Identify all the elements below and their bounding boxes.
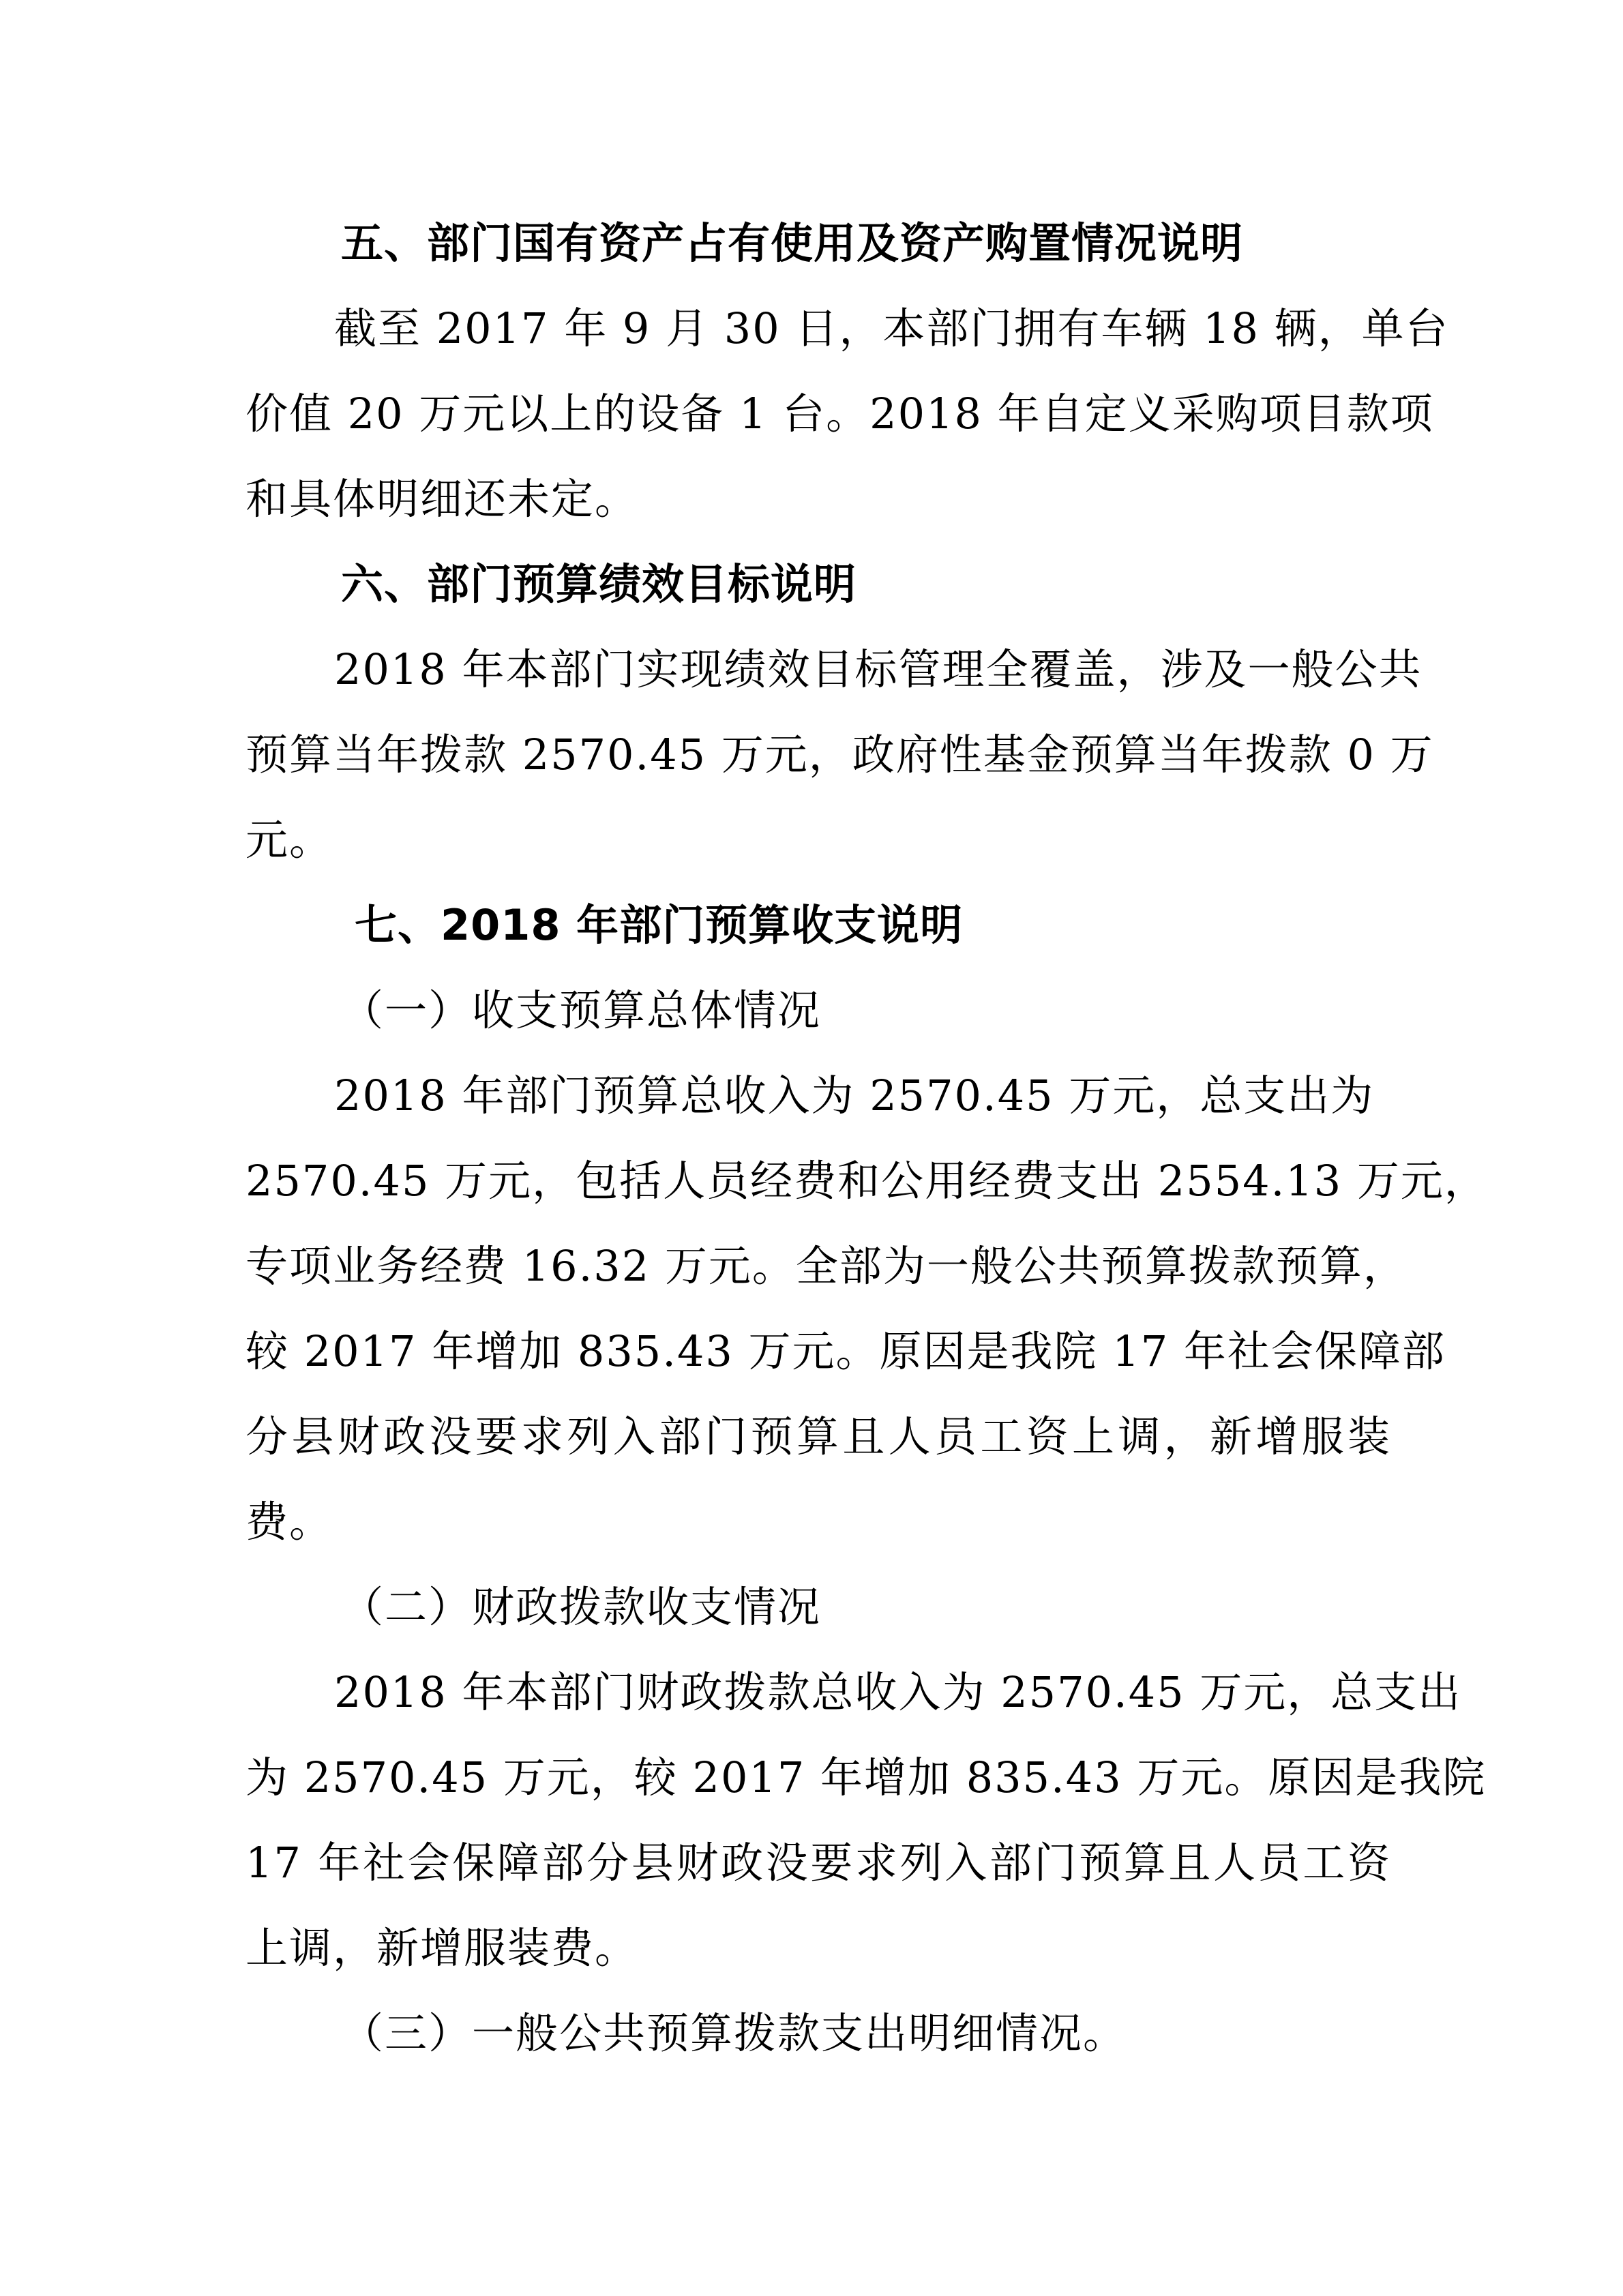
paragraph-line: 较 2017 年增加 835.43 万元。原因是我院 17 年社会保障部 xyxy=(245,1326,1446,1376)
paragraph-line: 为 2570.45 万元，较 2017 年增加 835.43 万元。原因是我院 xyxy=(245,1753,1487,1802)
paragraph-line: 价值 20 万元以上的设备 1 台。2018 年自定义采购项目款项 xyxy=(245,389,1434,438)
subsection-heading-2: （二）财政拨款收支情况 xyxy=(341,1582,822,1632)
paragraph-line: 2018 年部门预算总收入为 2570.45 万元，总支出为 xyxy=(334,1071,1375,1120)
paragraph-line: 17 年社会保障部分县财政没要求列入部门预算且人员工资 xyxy=(245,1838,1391,1888)
paragraph-line: 2018 年本部门财政拨款总收入为 2570.45 万元，总支出 xyxy=(334,1667,1462,1717)
paragraph-line: 2018 年本部门实现绩效目标管理全覆盖，涉及一般公共 xyxy=(334,644,1423,694)
paragraph-line: 截至 2017 年 9 月 30 日，本部门拥有车辆 18 辆，单台 xyxy=(334,303,1449,353)
section-heading-5: 五、部门国有资产占有使用及资产购置情况说明 xyxy=(341,218,1244,268)
section-heading-6: 六、部门预算绩效目标说明 xyxy=(341,559,857,609)
subsection-heading-3: （三）一般公共预算拨款支出明细情况。 xyxy=(341,2008,1127,2058)
paragraph-line: 上调，新增服装费。 xyxy=(245,1923,639,1973)
paragraph-line: 预算当年拨款 2570.45 万元，政府性基金预算当年拨款 0 万 xyxy=(245,730,1434,779)
paragraph-line: 元。 xyxy=(245,815,333,865)
paragraph-line: 费。 xyxy=(245,1497,333,1547)
subsection-heading-1: （一）收支预算总体情况 xyxy=(341,985,822,1035)
paragraph-line: 分县财政没要求列入部门预算且人员工资上调，新增服装 xyxy=(245,1412,1391,1461)
section-heading-7: 七、2018 年部门预算收支说明 xyxy=(355,900,964,950)
paragraph-line: 专项业务经费 16.32 万元。全部为一般公共预算拨款预算， xyxy=(245,1241,1407,1291)
paragraph-line: 和具体明细还未定。 xyxy=(245,474,639,524)
paragraph-line: 2570.45 万元，包括人员经费和公用经费支出 2554.13 万元， xyxy=(245,1156,1488,1206)
